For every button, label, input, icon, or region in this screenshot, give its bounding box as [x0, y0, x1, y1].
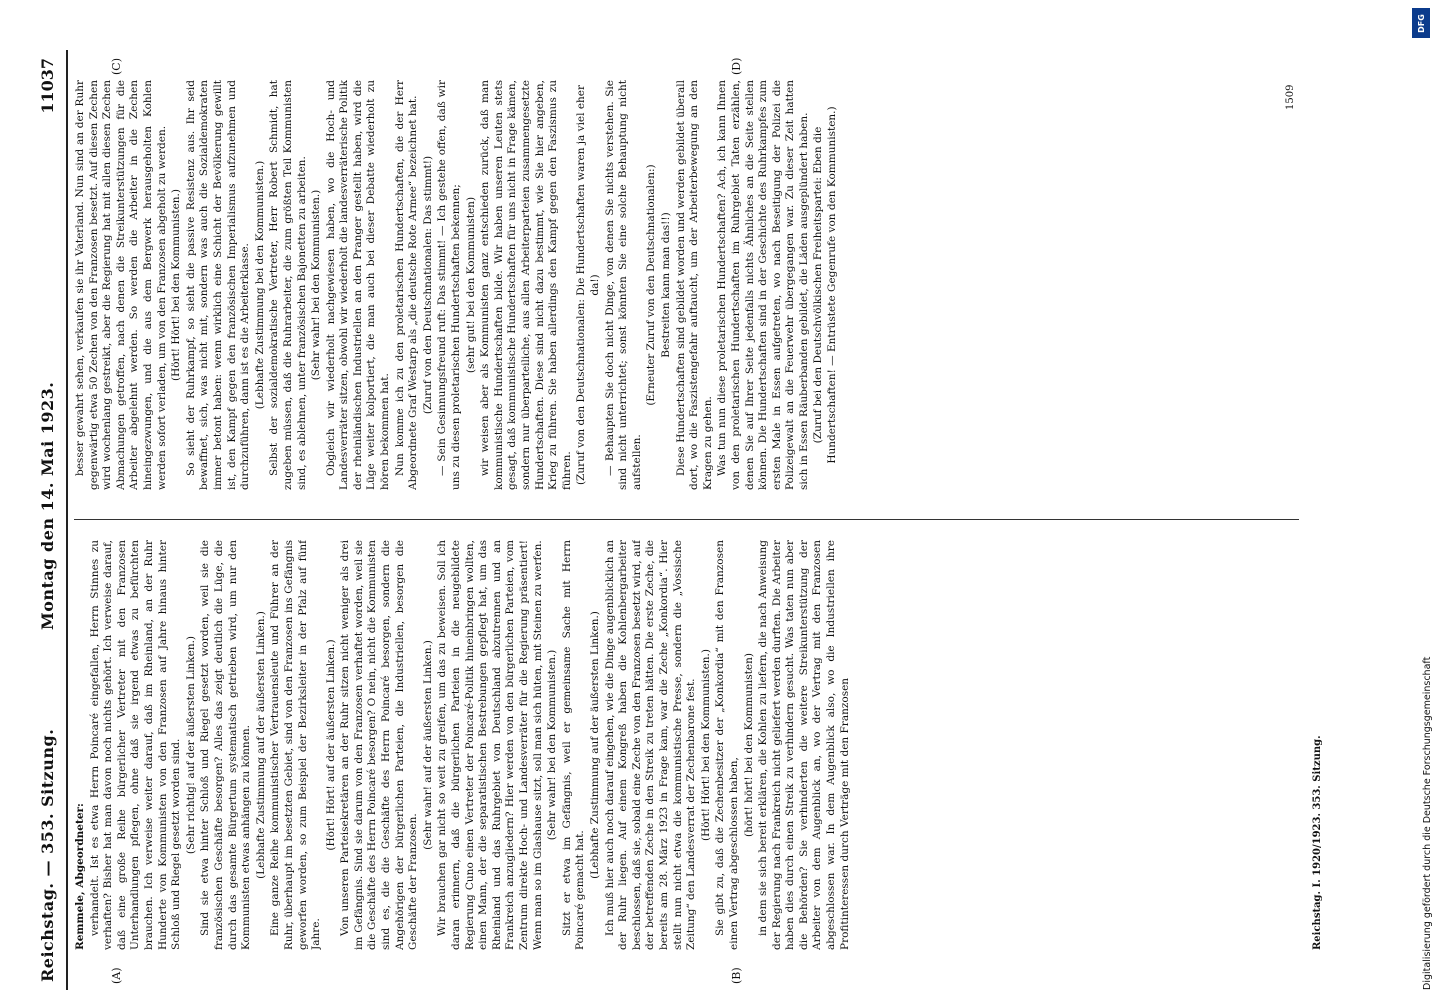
paragraph: Was tun nun diese proletarischen Hundertschaften? Ach, ich kann Ihnen von den proletarischen Hundertschaften im Ruhrgebiet Taten erzählen, denen Sie auf Ihrer Seite jedenfalls nichts Ähnliches an die Seite stellen können. Die Hundertschaften sind in der Geschichte des Ruhrkampfes zum ersten Male in Essen aufgetreten, wo nach Beseitigung der Polizei die Polizeigewalt an die Feuerwehr übergegangen war. Zu dieser Zeit hatten sich in Essen Räuberbanden gebildet, die Läden ausgeplündert haben. [716, 80, 810, 490]
margin-mark-d: (D) [730, 57, 743, 75]
interjection: (Erneuter Zuruf von den Deutschnationalen:) [645, 164, 658, 406]
header-rule [66, 50, 68, 990]
interjection: (Sehr wahr! auf der äußersten Linken.) [421, 640, 434, 850]
column-divider [74, 519, 1299, 520]
interjection: (Sehr wahr! bei den Kommunisten.) [546, 649, 559, 841]
footer-page-number: 1509 [1285, 84, 1296, 110]
header-left: Reichstag. — 353. Sitzung. [38, 728, 57, 982]
paragraph: Von unseren Parteisekretären an der Ruhr sitzen nicht weniger als drei im Gefängnis. Sind sie darum von den Franzosen verhaftet worden, weil sie die Geschäfte des Herrn Poincaré besorgen? O nein, nicht die Kommunisten sind es, die die Geschäfte des Herrn Poincaré besorgen, sondern die Angehörigen der bürgerlichen Parteien, die Industriellen, besorgen die Geschäfte der Franzosen. [339, 540, 420, 950]
interjection: (Hört! Hört! bei den Kommunisten.) [699, 649, 712, 842]
paragraph: verhandelt. Ist es etwa Herrn Poincaré eingefallen, Herrn Stinnes zu verhaften? Bisher hat man davon noch nichts gehört. Ich verweise darauf, daß eine große Reihe bürgerlicher Vertreter mit den Franzosen Unterhandlungen pflegen, ohne daß sie irgend etwas zu befürchten brauchen. Ich verweise weiter darauf, daß im Rheinland, an der Ruhr Hunderte von Kommunisten von den Franzosen auf Jahre hinaus hinter Schloß und Riegel gesetzt worden sind. [88, 540, 183, 950]
digitization-note: Digitalisierung gefördert durch die Deutsche Forschungsgemeinschaft [1422, 656, 1433, 990]
paragraph: in dem sie sich bereit erklären, die Kohlen zu liefern, die nach Anweisung der Regierung nach Frankreich nicht geliefert werden durften. Die Arbeiter haben dies durch einen Streik zu verhindern gesucht. Was taten nun aber die Behörden? Sie verhinderten die weitere Streikunterstützung der Arbeiter von dem Augenblick an, wo der Vertrag mit den Franzosen abgeschlossen war. In dem Augenblick also, wo die Industriellen ihre Profitinteressen durch Verträge mit den Franzosen [757, 540, 851, 950]
paragraph: Sind sie etwa hinter Schloß und Riegel gesetzt worden, weil sie die französischen Geschäfte besorgen? Alles das zeigt deutlich die Lüge, die durch das gesamte Bürgertum systematisch getrieben wird, um nur den Kommunisten etwas anhängen zu können. [199, 540, 253, 950]
paragraph: Diese Hundertschaften sind gebildet worden und werden gebildet überall dort, wo die Faszistengefahr auftaucht, um der Arbeiterbewegung an den Kragen zu gehen. [674, 80, 714, 490]
header-center: Montag den 14. Mai 1923. [38, 381, 57, 630]
interjection: (sehr gut! bei den Kommunisten) [464, 196, 477, 374]
interjection: (Zuruf von den Deutschnationalen: Das stimmt!) [421, 155, 434, 415]
paragraph: Nun komme ich zu den proletarischen Hundertschaften, die der Herr Abgeordnete Graf Westarp als „die deutsche Rote Armee“ bezeichnet hat. [393, 80, 420, 490]
interjection: (Lebhafte Zustimmung auf der äußersten Linken.) [588, 611, 601, 879]
paragraph: Selbst der sozialdemokratische Vertreter, Herr Robert Schmidt, hat zugeben müssen, daß die Ruhrarbeiter, die zum größten Teil Kommunisten sind, es ablehnen, unter französischen Bajonetten zu arbeiten. [268, 80, 308, 490]
interjection: (Lebhafte Zustimmung bei den Kommunisten.) [253, 160, 266, 410]
interjection: (Lebhafte Zustimmung auf der äußersten Linken.) [254, 611, 267, 879]
margin-mark-c: (C) [110, 58, 123, 75]
rotated-page [30, 50, 1340, 990]
dfg-logo: DFG [1412, 8, 1430, 38]
page-header [30, 50, 70, 990]
paragraph: Wir brauchen gar nicht so weit zu greifen, um das zu beweisen. Soll ich daran erinnern, daß die bürgerlichen Parteien in die neugebildete Regierung Cuno einen Vertreter der Poincaré-Politik hineinbringen wollten, einen Mann, der die separatistischen Bestrebungen gepflegt hat, um das Rheinland und das Ruhrgebiet von Deutschland abzutrennen und an Frankreich anzugliedern? Hier werden von den bürgerlichen Parteien, vom Zentrum direkte Hoch- und Landesverräter für die Regierung präsentiert! Wenn man so im Glashause sitzt, soll man sich hüten, mit Steinen zu werfen. [436, 540, 544, 950]
interjection: (Sehr wahr! bei den Kommunisten.) [310, 189, 323, 381]
paragraph: — Sein Gesinnungsfreund ruft: Das stimmt! — Ich gestehe offen, daß wir uns zu diesen proletarischen Hundertschaften bekennen; [436, 80, 463, 490]
paragraph: Sie gibt zu, daß die Zechenbesitzer der „Konkordia“ mit den Franzosen einen Vertrag abgeschlossen haben, [714, 540, 740, 950]
header-page-number: 11037 [38, 58, 57, 114]
paragraph: So sieht der Ruhrkampf, so sieht die passive Resistenz aus. Ihr seid bewaffnet, sich, was nicht mit, sondern was auch die Sozialdemokraten immer betont haben: wenn wirklich eine Schicht der Bevölkerung gewillt ist, den Kampf gegen den französischen Imperialismus aufzunehmen und durchzuführen, dann ist es die Arbeiterklasse. [184, 80, 252, 490]
margin-mark-b: (B) [730, 967, 743, 984]
margin-mark-a: (A) [110, 967, 123, 984]
interjection: (Hört! Hört! auf der äußersten Linken.) [324, 639, 337, 851]
interjection: Bestreiten kann man das!!) [659, 212, 672, 358]
interjection: (Sehr richtig! auf der äußersten Linken.) [184, 635, 197, 855]
speaker-name: Remmele, Abgeordneter: [74, 803, 86, 950]
text-column-right [74, 80, 1304, 490]
interjection: (Zuruf bei den Deutschvölkischen Freiheitspartei: Eben die Hundertschaften! — Entrüstete Gegenrufe von den Kommunisten.) [812, 106, 839, 464]
paragraph: Sitzt er etwa im Gefängnis, weil er gemeinsame Sache mit Herrn Poincaré gemacht hat. [560, 540, 587, 950]
paragraph: Ich muß hier auch noch darauf eingehen, wie die Dinge augenblicklich an der Ruhr liegen. Auf einem Kongreß haben die Kohlenbergarbeiter beschlossen, daß sie, sobald eine Zeche von den Franzosen besetzt wird, auf der betreffenden Zeche in den Streik zu treten hätten. Die erste Zeche, die bereits am 28. März 1923 in Frage kam, war die Zeche „Konkordia“. Hier stellt nun nicht etwa die kommunistische Presse, sondern die „Vossische Zeitung“ den Landesverrat der Zechenbarone fest. [603, 540, 698, 950]
page-footer: Reichstag. I. 1920/1923. 353. Sitzung. [1312, 735, 1323, 950]
paragraph: — Behaupten Sie doch nicht Dinge, von denen Sie nichts verstehen. Sie sind nicht unterrichtet; sonst könnten Sie eine solche Behauptung nicht aufstellen. [603, 80, 643, 490]
paragraph: Eine ganze Reihe kommunistischer Vertrauensleute und Führer an der Ruhr, überhaupt im besetzten Gebiet, sind von den Franzosen ins Gefängnis geworfen worden, so zum Beispiel der Bezirksleiter in der Pfalz auf fünf Jahre. [269, 540, 323, 950]
interjection: (Zuruf von den Deutschnationalen: Die Hundertschaften waren ja viel eher da!) [575, 84, 601, 486]
paragraph: wir weisen aber als Kommunisten ganz entschieden zurück, daß man kommunistische Hundertschaften bilde. Wir haben unseren Leuten stets gesagt, daß kommunistische Hundertschaften für uns nicht in Frage kämen, sondern nur überparteiliche, aus allen Arbeiterparteien zusammengesetzte Hundertschaften. Diese sind nicht dazu bestimmt, wie Sie hier angeben, Krieg zu führen. Sie haben allerdings den Kampf gegen den Faszismus zu führen. [479, 80, 573, 490]
paragraph: besser gewahrt sehen, verkaufen sie ihr Vaterland. Nun sind an der Ruhr gegenwärtig etwa 50 Zechen von den Franzosen besetzt. Auf diesen Zechen wird wochenlang gestreikt, aber die Regierung hat mit allen diesen Zechen Abmachungen getroffen, nach denen die Streikunterstützungen für die Arbeiter abgelehnt werden. So werden die Arbeiter in die Zechen hineingezwungen, und die aus dem Bergwerk herausgeholten Kohlen werden sofort verladen, um von den Franzosen abgeholt zu werden. [74, 80, 168, 490]
paragraph: Obgleich wir wiederholt nachgewiesen haben, wo die Hoch- und Landesverräter sitzen, obwohl wir wiederholt die landesverräterische Politik der rheinländischen Industriellen an den Pranger gestellt haben, wird die Lüge weiter kolportiert, die man auch bei dieser Debatte wiederholt zu hören bekommen hat. [324, 80, 392, 490]
interjection: (Hört! Hört! bei den Kommunisten.) [170, 189, 183, 382]
interjection: (hört! hört! bei den Kommunisten) [742, 653, 755, 837]
text-column-left [74, 540, 1304, 950]
